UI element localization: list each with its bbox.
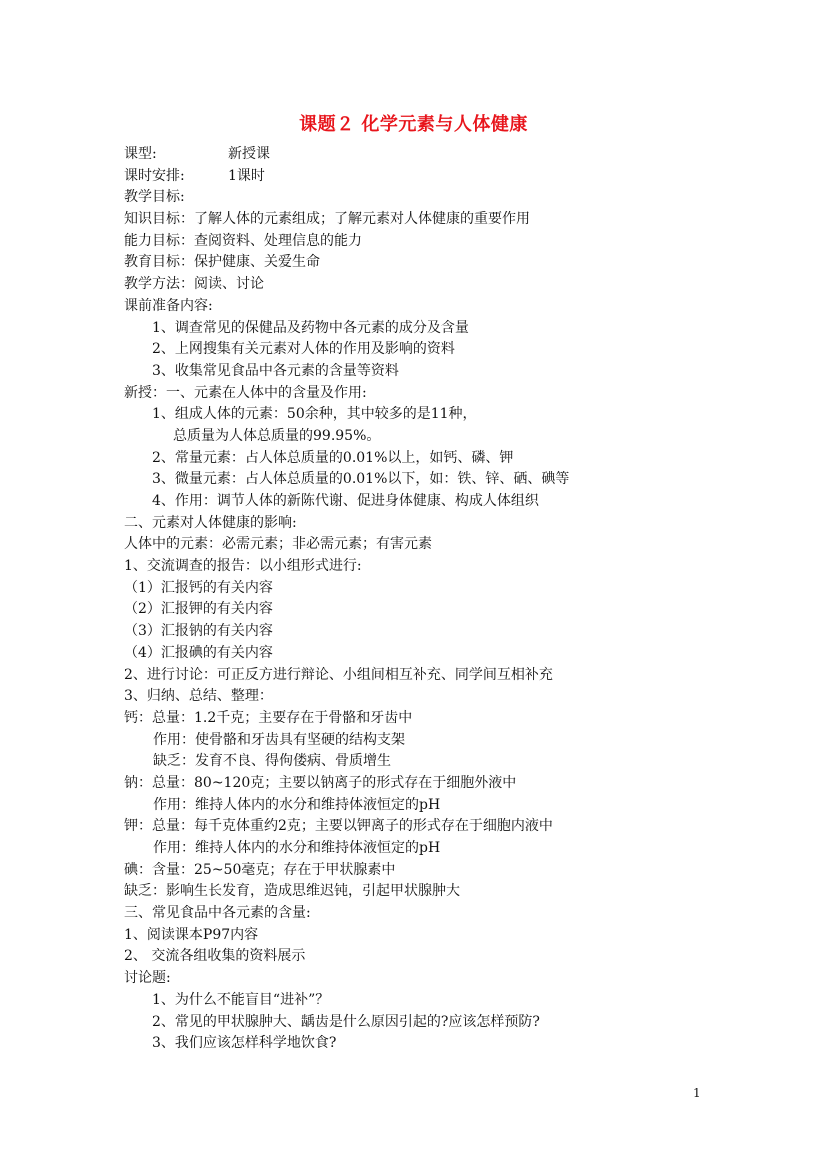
- text-line: 1、阅读课本P97内容: [124, 926, 259, 943]
- text-line: 2、进行讨论：可正反方进行辩论、小组间相互补充、同学间互相补充: [124, 666, 553, 683]
- text-line: 课前准备内容:: [124, 297, 213, 314]
- hours-value: 1课时: [228, 167, 265, 184]
- text-line: 二、元素对人体健康的影响:: [124, 514, 297, 531]
- text-line: 碘：含量：25~50毫克；存在于甲状腺素中: [124, 861, 396, 878]
- hours-label: 课时安排:: [124, 167, 185, 184]
- text-line: 教学方法：阅读、讨论: [124, 276, 264, 293]
- text-line: 缺乏：发育不良、得佝偻病、骨质增生: [153, 753, 391, 770]
- meta-line-type: [124, 144, 784, 166]
- document-body: [124, 144, 784, 1055]
- text-line: （4）汇报碘的有关内容: [124, 644, 273, 661]
- text-line: 作用：维持人体内的水分和维持体液恒定的pH: [153, 796, 441, 813]
- text-line: 2、常量元素：占人体总质量的0.01%以上，如钙、磷、钾: [152, 449, 514, 466]
- text-line: 1、组成人体的元素：50余种，其中较多的是11种，: [152, 406, 477, 423]
- text-line: （2）汇报钾的有关内容: [124, 601, 273, 618]
- type-value: 新授课: [228, 146, 270, 162]
- text-line: 2、 交流各组收集的资料展示: [124, 948, 306, 965]
- text-line: 新授：一、元素在人体中的含量及作用:: [124, 384, 367, 401]
- text-line: 教育目标：保护健康、关爱生命: [124, 254, 320, 271]
- text-line: 三、常见食品中各元素的含量:: [124, 905, 311, 922]
- text-line: 钠：总量：80~120克；主要以钠离子的形式存在于细胞外液中: [124, 774, 517, 791]
- text-line: 人体中的元素：必需元素；非必需元素；有害元素: [124, 536, 432, 553]
- text-line: 作用：使骨骼和牙齿具有坚硬的结构支架: [153, 731, 405, 748]
- text-line: 作用：维持人体内的水分和维持体液恒定的pH: [153, 840, 441, 856]
- document-title: 课题２ 化学元素与人体健康: [299, 114, 528, 135]
- page-number: 1: [693, 1086, 701, 1100]
- text-line: 1、交流调查的报告：以小组形式进行:: [124, 558, 362, 575]
- text-line: 总质量为人体总质量的99.95%。: [173, 427, 381, 444]
- text-line: 3、收集常见食品中各元素的含量等资料: [152, 362, 399, 379]
- text-line: 4、作用：调节人体的新陈代谢、促进身体健康、构成人体组织: [152, 493, 539, 509]
- text-line: 2、常见的甲状腺肿大、龋齿是什么原因引起的?应该怎样预防?: [152, 1013, 540, 1030]
- text-line: 知识目标：了解人体的元素组成；了解元素对人体健康的重要作用: [124, 211, 530, 228]
- text-line: 教学目标:: [124, 189, 185, 206]
- text-line: 3、归纳、总结、整理：: [124, 688, 273, 705]
- meta-line-hours: [124, 166, 784, 188]
- text-line: 钾：总量：每千克体重约2克；主要以钾离子的形式存在于细胞内液中: [124, 818, 553, 835]
- text-line: 钙：总量：1.2千克；主要存在于骨骼和牙齿中: [124, 709, 413, 726]
- text-line: 2、上网搜集有关元素对人体的作用及影响的资料: [152, 341, 455, 358]
- text-line: 3、我们应该怎样科学地饮食?: [152, 1035, 337, 1052]
- text-line: 缺乏：影响生长发育，造成思维迟钝，引起甲状腺肿大: [124, 883, 460, 900]
- type-label: 课型:: [124, 146, 157, 162]
- text-line: （1）汇报钙的有关内容: [124, 579, 273, 596]
- text-line: 1、为什么不能盲目“进补”？: [152, 991, 330, 1008]
- text-line: 讨论题:: [124, 970, 171, 987]
- text-line: 能力目标：查阅资料、处理信息的能力: [124, 232, 362, 249]
- text-line: （3）汇报钠的有关内容: [124, 623, 273, 640]
- text-line: 3、微量元素：占人体总质量的0.01%以下，如：铁、锌、硒、碘等: [152, 471, 570, 488]
- text-line: 1、调查常见的保健品及药物中各元素的成分及含量: [152, 319, 469, 336]
